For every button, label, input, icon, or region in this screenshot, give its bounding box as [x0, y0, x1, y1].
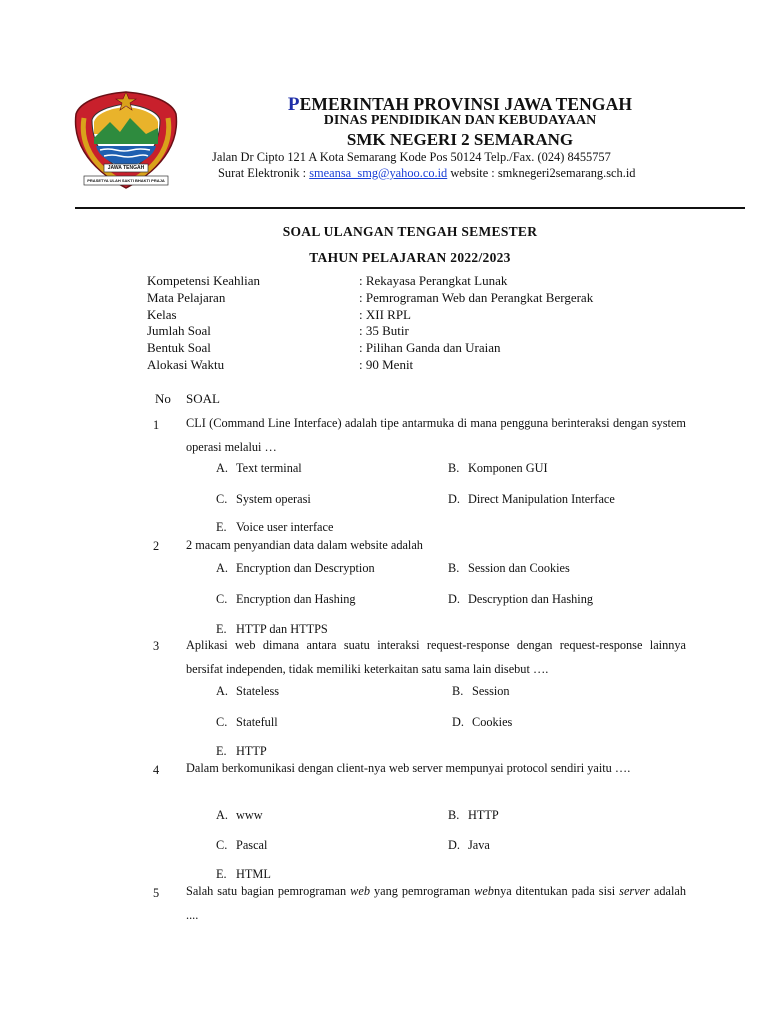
option-letter: C.: [216, 492, 228, 506]
option-letter: B.: [448, 808, 460, 822]
option-text: HTTP: [236, 744, 267, 758]
option-text: System operasi: [236, 492, 311, 506]
option-text: Stateless: [236, 684, 280, 698]
option-text: Voice user interface: [236, 520, 334, 534]
option-c[interactable]: [216, 838, 267, 853]
website-text: website : smknegeri2semarang.sch.id: [447, 166, 636, 180]
option-letter: C.: [216, 715, 228, 729]
question-text-part: adalah ....: [186, 884, 686, 922]
question-text-part: nya ditentukan pada sisi: [493, 884, 620, 898]
option-text: Encryption dan Hashing: [236, 592, 356, 606]
info-label: Jumlah Soal: [147, 323, 211, 339]
option-text: HTTP: [468, 808, 499, 822]
info-value: : Rekayasa Perangkat Lunak: [359, 273, 508, 288]
option-b[interactable]: [448, 461, 548, 476]
info-value: : XII RPL: [359, 306, 411, 322]
option-text: Komponen GUI: [468, 461, 548, 475]
option-letter: D.: [448, 838, 460, 852]
option-b[interactable]: [452, 684, 510, 699]
logo-text-jawa-tengah: JAWA TENGAH: [107, 165, 145, 171]
info-row: [147, 273, 707, 290]
exam-year: TAHUN PELAJARAN 2022/2023: [309, 250, 511, 265]
option-letter: B.: [448, 461, 460, 475]
header-government-rest: EMERINTAH PROVINSI JAWA TENGAH: [299, 94, 633, 114]
option-text: Direct Manipulation Interface: [468, 492, 615, 506]
option-text: Text terminal: [236, 461, 302, 475]
option-text: Cookies: [472, 715, 513, 729]
info-label: Bentuk Soal: [147, 340, 211, 356]
option-letter: A.: [216, 461, 228, 475]
option-b[interactable]: [448, 808, 499, 823]
option-d[interactable]: [448, 592, 593, 607]
option-text: HTML: [236, 867, 271, 881]
exam-title: SOAL ULANGAN TENGAH SEMESTER: [282, 224, 538, 239]
option-letter: C.: [216, 592, 228, 606]
question-text: 2 macam penyandian data dalam website adalah: [186, 538, 423, 552]
header-first-letter: P: [287, 94, 300, 115]
logo-text-motto: PRASETYA ULAH SAKTI BHAKTI PRAJA: [87, 178, 165, 183]
jawa-tengah-logo: [70, 88, 182, 192]
header-department: DINAS PENDIDIKAN DAN KEBUDAYAAN: [323, 113, 597, 128]
column-header-soal: SOAL: [186, 391, 220, 406]
option-a[interactable]: [216, 561, 375, 576]
email-label: Surat Elektronik :: [218, 166, 310, 180]
question-text-emphasis: web: [350, 884, 370, 898]
option-letter: A.: [216, 561, 228, 575]
option-letter: B.: [452, 684, 464, 698]
option-c[interactable]: [216, 592, 356, 607]
question-number: 4: [153, 763, 160, 777]
email-link[interactable]: smeansa_smg@yahoo.co.id: [309, 166, 448, 180]
option-letter: D.: [448, 592, 460, 606]
header-address: Jalan Dr Cipto 121 A Kota Semarang Kode Pos 50124 Telp./Fax. (024) 8455757: [212, 150, 611, 164]
info-row: [147, 340, 707, 357]
info-row: [147, 323, 707, 340]
column-header-no: No: [155, 391, 171, 406]
option-letter: D.: [452, 715, 464, 729]
option-letter: D.: [448, 492, 460, 506]
option-letter: C.: [216, 838, 228, 852]
question-text-emphasis: server: [619, 884, 650, 898]
option-d[interactable]: [452, 715, 512, 730]
option-text: Encryption dan Descryption: [236, 561, 375, 575]
question-text: [186, 879, 686, 927]
option-letter: E.: [216, 520, 227, 534]
header-contact: [218, 166, 635, 181]
info-row: [147, 357, 707, 374]
info-label: Mata Pelajaran: [147, 289, 226, 305]
option-letter: A.: [216, 684, 228, 698]
question-text-part: yang pemrograman: [369, 884, 475, 898]
info-label: Kompetensi Keahlian: [147, 273, 260, 288]
option-letter: B.: [448, 561, 460, 575]
option-text: Session: [472, 684, 510, 698]
question-number: 5: [153, 886, 160, 900]
exam-info: [147, 273, 707, 374]
option-text: Pascal: [236, 838, 268, 852]
info-row: [147, 307, 707, 324]
option-a[interactable]: [216, 808, 263, 823]
info-value: : Pilihan Ganda dan Uraian: [359, 340, 501, 356]
option-letter: A.: [216, 808, 228, 822]
option-text: Statefull: [236, 715, 278, 729]
info-value: : Pemrograman Web dan Perangkat Bergerak: [359, 289, 594, 305]
option-letter: E.: [216, 622, 227, 636]
question-number: 3: [153, 639, 160, 653]
option-c[interactable]: [216, 715, 278, 730]
option-a[interactable]: [216, 684, 279, 699]
option-d[interactable]: [448, 492, 615, 507]
header-school: SMK NEGERI 2 SEMARANG: [346, 130, 574, 149]
question-text: CLI (Command Line Interface) adalah tipe antarmuka di mana pengguna berinteraksi dengan system operasi melalui …: [186, 416, 686, 454]
option-b[interactable]: [448, 561, 570, 576]
info-label: Kelas: [147, 306, 177, 322]
question-number: 2: [153, 539, 160, 553]
question-number: 1: [153, 418, 160, 432]
question-text-emphasis: web: [474, 884, 494, 898]
option-text: HTTP dan HTTPS: [236, 622, 328, 636]
option-letter: E.: [216, 744, 227, 758]
option-text: Java: [468, 838, 490, 852]
option-text: Session dan Cookies: [468, 561, 570, 575]
option-a[interactable]: [216, 461, 302, 476]
info-value: : 90 Menit: [359, 356, 414, 372]
info-value: : 35 Butir: [359, 323, 409, 339]
question-text: Aplikasi web dimana antara suatu interaksi request-response dengan request-response lainnya bersifat independen, tidak memiliki keterkaitan satu sama lain disebut ….: [186, 638, 686, 676]
info-row: [147, 290, 707, 307]
option-text: www: [236, 808, 263, 822]
option-text: Descryption dan Hashing: [468, 592, 593, 606]
option-d[interactable]: [448, 838, 490, 853]
question-text-part: Salah satu bagian pemrograman: [186, 884, 351, 898]
option-letter: E.: [216, 867, 227, 881]
question-text: Dalam berkomunikasi dengan client-nya web server mempunyai protocol sendiri yaitu ….: [186, 761, 631, 775]
header-divider: [75, 207, 745, 209]
info-label: Alokasi Waktu: [147, 356, 225, 372]
option-c[interactable]: [216, 492, 311, 507]
